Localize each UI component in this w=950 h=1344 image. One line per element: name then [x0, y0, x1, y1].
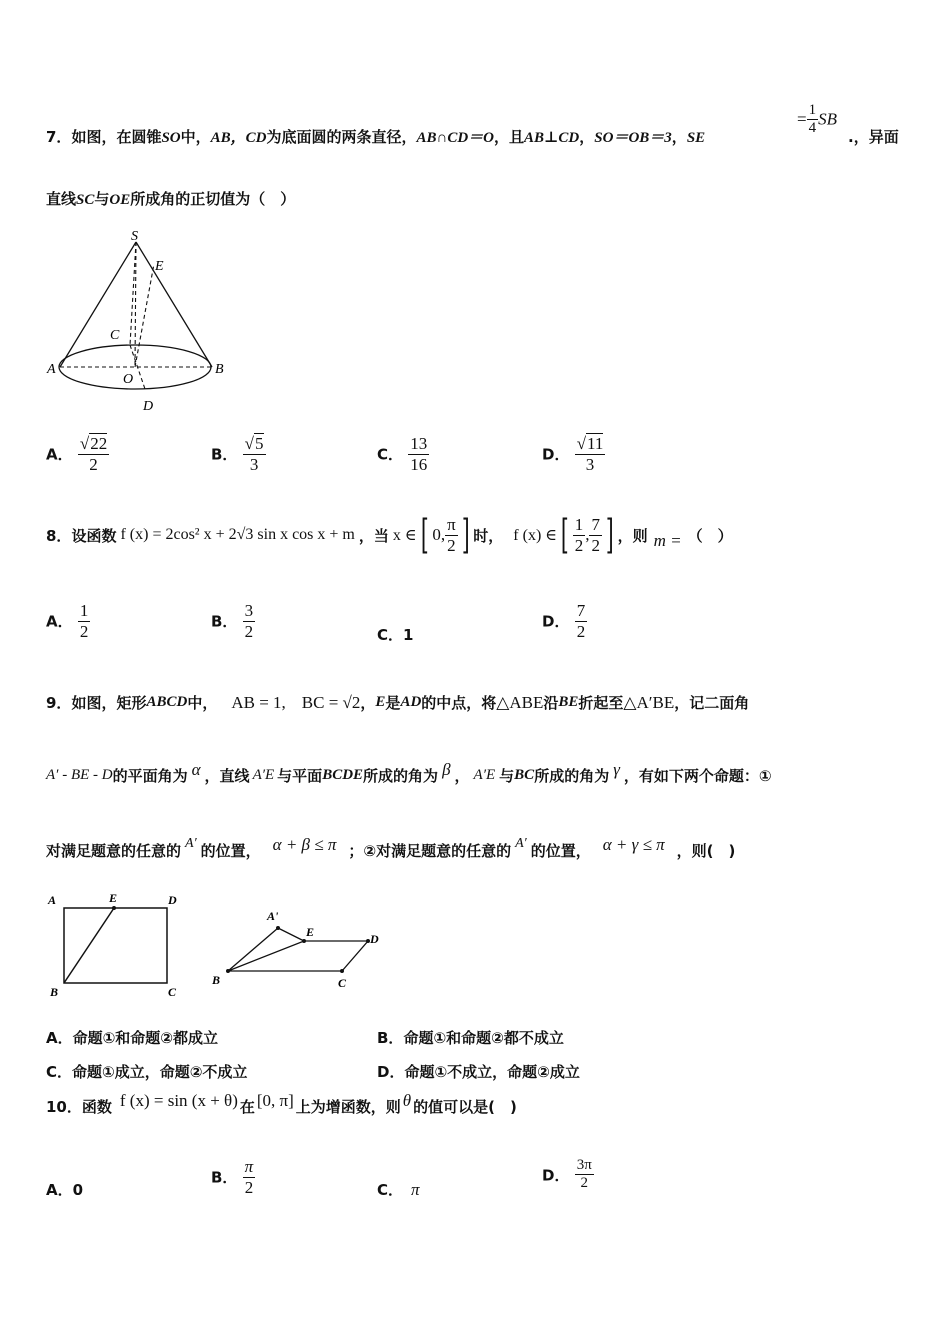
rectangle-figure	[44, 888, 194, 1000]
label-a-prime: A'	[267, 909, 279, 923]
label-a: A	[48, 893, 57, 907]
q10-option-d[interactable]: D． $\frac{3\pi}{2}$	[542, 1157, 592, 1192]
q9-line3: 对满足题意的任意的 A′ 的位置， α + β ≤ π ；②对满足题意的任意的 A′ 的位置， α + γ ≤ π ，则( )	[46, 834, 736, 860]
label-b: B	[212, 973, 221, 987]
base-bcde	[228, 941, 368, 971]
q10-line: 10． 函数 f (x) = sin (x + θ) 在 [0, π] 上为增函数，则 θ 的值可以是( )	[46, 1090, 517, 1116]
segment-be	[64, 908, 114, 983]
q8-option-c[interactable]: C．1	[377, 626, 414, 644]
label-e: E	[306, 925, 315, 939]
rect-abcd	[64, 908, 167, 983]
q7-option-c[interactable]: C． $\frac{13}{16}$	[377, 434, 428, 474]
segment-oe	[135, 264, 154, 367]
label-b: B	[50, 985, 59, 999]
q8-option-d[interactable]: D． $\frac{7}{2}$	[542, 601, 586, 641]
q9-option-b[interactable]: B．命题①和命题②都不成立	[377, 1029, 564, 1047]
q8-function: f (x) = 2cos² x + 2√3 sin x cos x + m	[120, 526, 355, 544]
q7-line1-end: .，异面	[848, 128, 899, 146]
q8-option-a[interactable]: A． $\frac{1}{2}$	[46, 601, 89, 641]
label-d: D	[168, 893, 177, 907]
label-c: C	[168, 985, 177, 999]
q7-option-d[interactable]: D． $\frac{√11}{3}$	[542, 434, 604, 474]
q10-option-a[interactable]: A．0	[46, 1181, 84, 1199]
q10-function: f (x) = sin (x + θ)	[119, 1090, 238, 1110]
segment-ba-prime	[228, 928, 278, 971]
segment-a-prime-e	[278, 928, 304, 941]
q7-se-fraction: = $\frac{1}{4}$ SB	[797, 102, 837, 137]
q9-line2: A′ - BE - D 的平面角为 α ，直线 A′E 与平面 BCDE 所成的角为 β ， A′E 与 BC 所成的角为 γ ，有如下两个命题：①	[46, 759, 772, 785]
segment-so	[135, 242, 136, 367]
q8-option-b[interactable]: B． $\frac{3}{2}$	[211, 601, 254, 641]
q10-option-c[interactable]: C． π	[377, 1180, 420, 1199]
label-s: S	[131, 229, 138, 244]
q9-line1: 9． 如图，矩形 ABCD 中， AB = 1, BC = √2 ， E 是 AD 的中点，将 △ABE 沿 BE 折起至 △A′BE ，记二面角	[46, 692, 750, 712]
label-d: D	[143, 399, 154, 414]
q9-option-a[interactable]: A．命题①和命题②都成立	[46, 1029, 219, 1047]
q10-option-b[interactable]: B． $\frac{\pi}{2}$	[211, 1157, 254, 1197]
q9-option-c[interactable]: C．命题①成立，命题②不成立	[46, 1063, 248, 1081]
label-a: A	[47, 362, 56, 377]
label-c: C	[110, 328, 120, 343]
q8-line: 8． 设函数 f (x) = 2cos² x + 2√3 sin x cos x + m ，当 x ∈ [ 0, $\frac{\pi}{2}$ ] 时， f (x) ∈ [ $\frac{1}{2}$ , $\frac{7}{2}$ ] ，则 m = （ ）	[46, 512, 733, 559]
q7-option-b[interactable]: B． $\frac{√5}{3}$	[211, 434, 264, 474]
label-b: B	[215, 362, 224, 377]
label-e: E	[109, 891, 118, 905]
cone-figure	[44, 226, 244, 416]
q7-line1: 7．如图，在圆锥SO中，AB，CD为底面圆的两条直径，AB∩CD＝O，且AB⊥CD，SO＝OB＝3，SE	[46, 128, 706, 146]
label-e: E	[155, 259, 164, 274]
label-o: O	[123, 372, 134, 387]
q7-option-a[interactable]: A． $\frac{√22}{2}$	[46, 434, 108, 474]
folded-figure	[208, 904, 388, 994]
q7-line2: 直线SC与OE所成角的正切值为（ ）	[46, 190, 296, 208]
label-d: D	[370, 932, 379, 946]
q9-option-d[interactable]: D．命题①不成立，命题②成立	[377, 1063, 580, 1081]
point-e	[112, 906, 116, 910]
label-c: C	[338, 976, 347, 990]
